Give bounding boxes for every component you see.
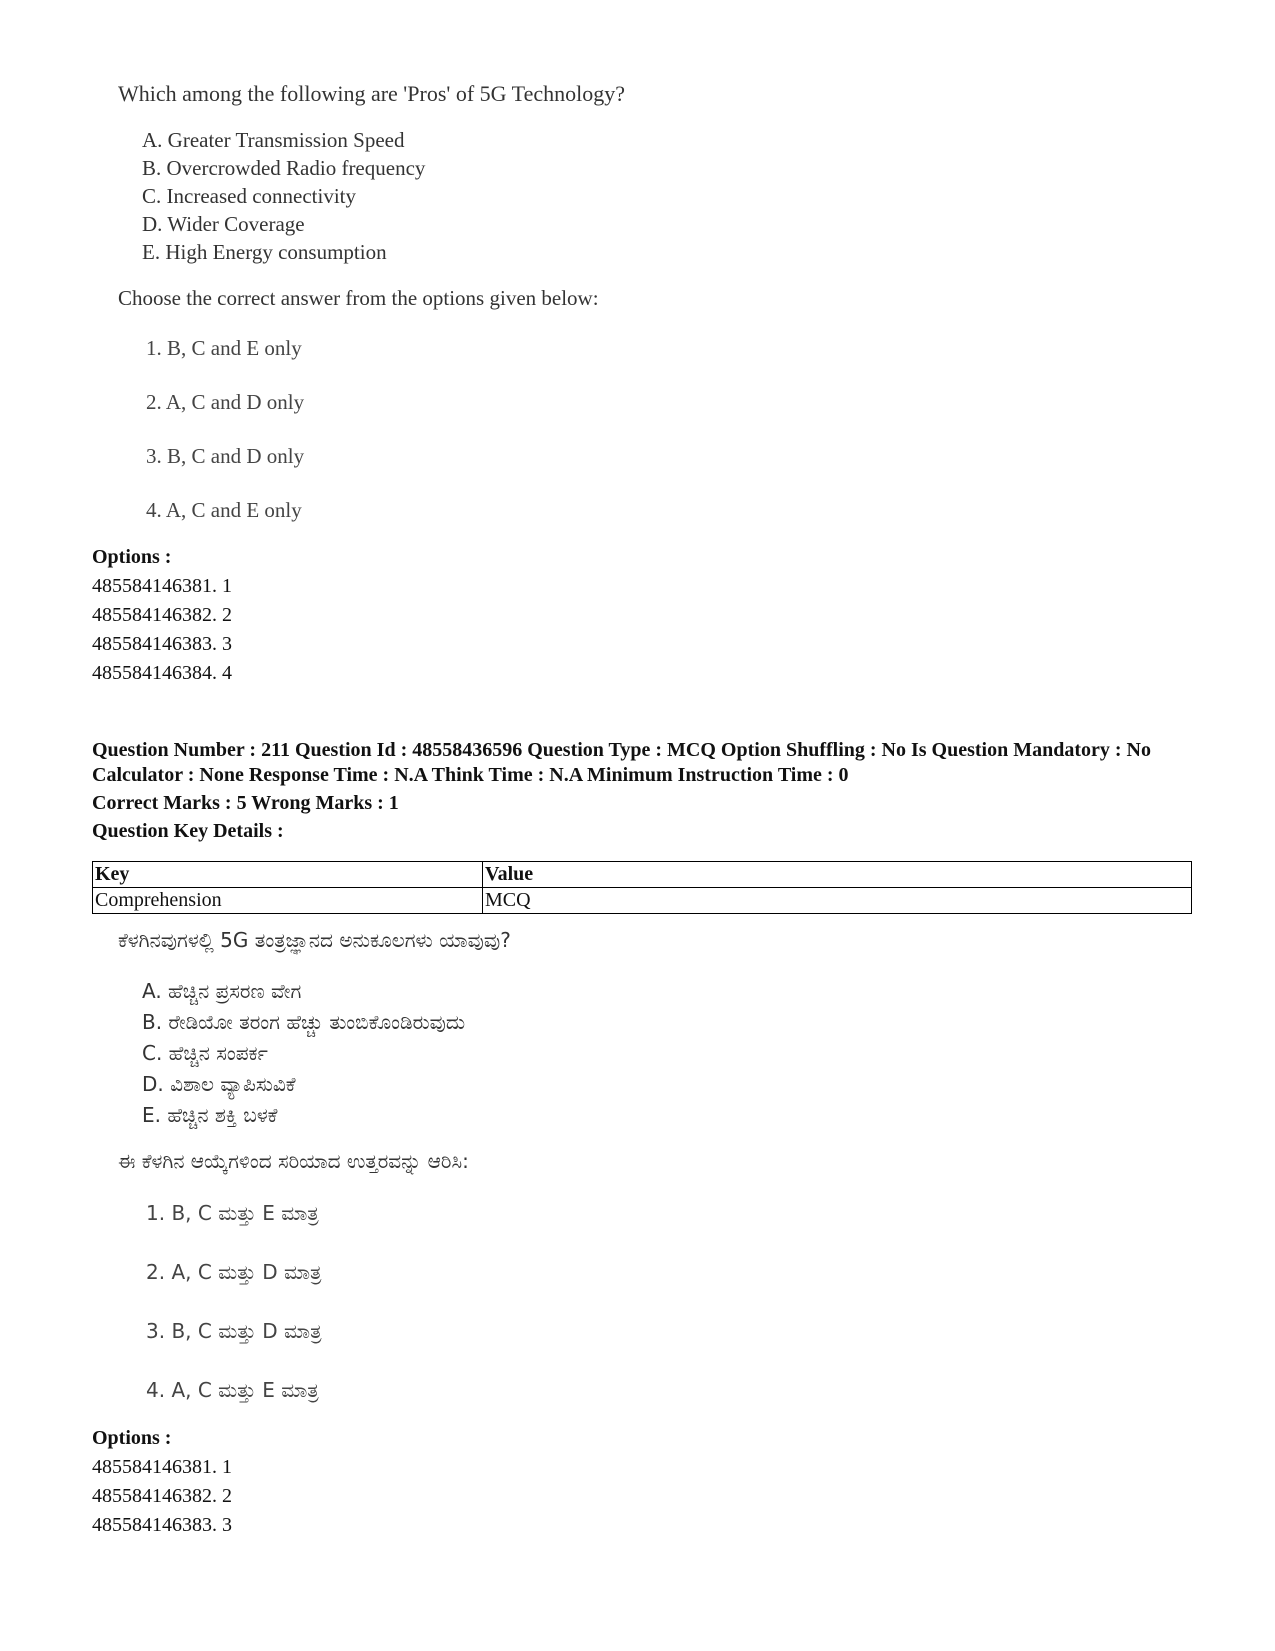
answer-choice-1-kannada: 1. B, C ಮತ್ತು E ಮಾತ್ರ <box>146 1201 319 1225</box>
question-stem: Which among the following are 'Pros' of 5G Technology? <box>118 81 625 106</box>
question-stem-kannada: ಕೆಳಗಿನವುಗಳಲ್ಲಿ 5G ತಂತ್ರಜ್ಞಾನದ ಅನುಕೂಲಗಳು ಯಾವುವು? <box>118 928 511 952</box>
table-header-value: Value <box>483 862 1192 888</box>
statement-a: A. Greater Transmission Speed <box>142 128 405 152</box>
statement-b-kannada: B. ರೇಡಿಯೋ ತರಂಗ ಹೆಚ್ಚು ತುಂಬಿಕೊಂಡಿರುವುದು <box>142 1010 466 1034</box>
options-block-2 <box>92 1424 232 1540</box>
options-header: Options : <box>92 1427 172 1449</box>
answer-choice-1: 1. B, C and E only <box>146 336 302 360</box>
table-header-row <box>93 862 1192 888</box>
options-header: Options : <box>92 546 172 568</box>
option-item: 485584146383. 3 <box>92 633 232 655</box>
choose-instruction: Choose the correct answer from the options given below: <box>118 286 599 310</box>
marks-line: Correct Marks : 5 Wrong Marks : 1 <box>92 792 399 814</box>
option-item: 485584146382. 2 <box>92 604 232 626</box>
option-item: 485584146384. 4 <box>92 662 232 684</box>
statement-d: D. Wider Coverage <box>142 212 305 236</box>
statement-e: E. High Energy consumption <box>142 240 387 264</box>
option-item: 485584146382. 2 <box>92 1485 232 1507</box>
table-row <box>93 888 1192 914</box>
answer-choice-2: 2. A, C and D only <box>146 390 305 414</box>
statement-b: B. Overcrowded Radio frequency <box>142 156 426 180</box>
answer-choice-4: 4. A, C and E only <box>146 498 302 522</box>
table-header-key: Key <box>93 862 483 888</box>
question-image-english <box>118 80 625 550</box>
answer-choice-4-kannada: 4. A, C ಮತ್ತು E ಮಾತ್ರ <box>146 1378 319 1402</box>
option-item: 485584146381. 1 <box>92 1456 232 1478</box>
option-item: 485584146381. 1 <box>92 575 232 597</box>
question-metadata <box>92 738 1192 847</box>
question-image-kannada <box>118 926 511 1435</box>
question-key-table <box>92 861 1192 914</box>
statement-list <box>118 126 625 266</box>
option-item: 485584146383. 3 <box>92 1514 232 1536</box>
options-block-1 <box>92 543 232 688</box>
statement-c: C. Increased connectivity <box>142 184 356 208</box>
question-info-line: Question Number : 211 Question Id : 48558436596 Question Type : MCQ Option Shuffling : No Is Question Mandatory : No Calculator : None Response Time : N.A Think Time : N.A Minimum Instruction Time : 0 <box>92 739 1151 786</box>
answer-choice-3-kannada: 3. B, C ಮತ್ತು D ಮಾತ್ರ <box>146 1319 322 1343</box>
choose-instruction-kannada: ಈ ಕೆಳಗಿನ ಆಯ್ಕೆಗಳಿಂದ ಸರಿಯಾದ ಉತ್ತರವನ್ನು ಆರಿಸಿ: <box>118 1149 469 1173</box>
answer-choice-2-kannada: 2. A, C ಮತ್ತು D ಮಾತ್ರ <box>146 1260 322 1284</box>
table-cell-value: MCQ <box>483 888 1192 914</box>
statement-list-kannada <box>118 976 511 1131</box>
table-cell-key: Comprehension <box>93 888 483 914</box>
answer-choice-3: 3. B, C and D only <box>146 444 305 468</box>
statement-c-kannada: C. ಹೆಚ್ಚಿನ ಸಂಪರ್ಕ <box>142 1041 268 1065</box>
statement-a-kannada: A. ಹೆಚ್ಚಿನ ಪ್ರಸರಣ ವೇಗ <box>142 979 302 1003</box>
statement-e-kannada: E. ಹೆಚ್ಚಿನ ಶಕ್ತಿ ಬಳಕೆ <box>142 1103 278 1127</box>
statement-d-kannada: D. ವಿಶಾಲ ವ್ಯಾಪಿಸುವಿಕೆ <box>142 1072 296 1096</box>
key-details-heading: Question Key Details : <box>92 820 284 842</box>
